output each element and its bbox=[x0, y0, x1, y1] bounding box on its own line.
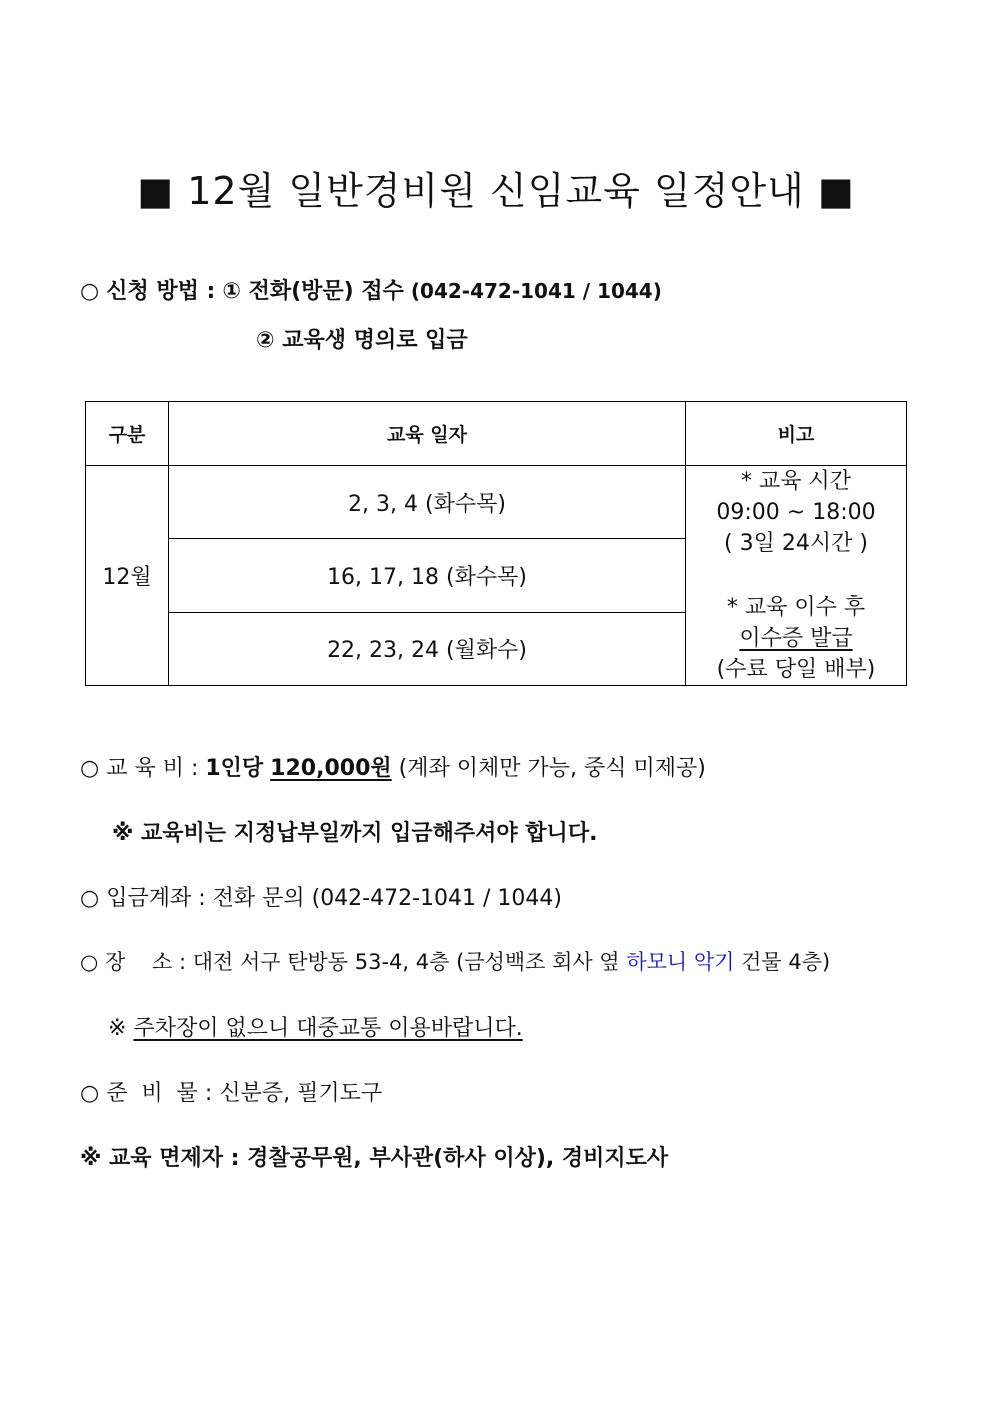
note-line: * 교육 이수 후 bbox=[726, 595, 866, 620]
table-row bbox=[86, 466, 907, 539]
page-title: ■ 12월 일반경비원 신임교육 일정안내 ■ bbox=[137, 169, 855, 213]
apply-bullet: ○ bbox=[80, 279, 100, 304]
prepare-line bbox=[80, 1076, 382, 1107]
apply-label: 신청 방법 : bbox=[106, 279, 216, 304]
account-bullet: ○ bbox=[80, 886, 100, 911]
note-line-certificate: 이수증 발급 bbox=[739, 626, 853, 651]
date-cell-1: 2, 3, 4 (화수목) bbox=[169, 466, 686, 539]
fee-line bbox=[80, 751, 706, 782]
exemption-notice: ※ 교육 면제자 : 경찰공무원, 부사관(하사 이상), 경비지도사 bbox=[80, 1146, 669, 1171]
prepare-label: 준 비 물 : bbox=[106, 1081, 213, 1106]
prepare-bullet: ○ bbox=[80, 1081, 100, 1106]
place-landmark: 하모니 악기 bbox=[626, 950, 735, 974]
parking-text: 주차장이 없으니 대중교통 이용바랍니다. bbox=[133, 1016, 523, 1041]
date-cell-2: 16, 17, 18 (화수목) bbox=[169, 539, 686, 612]
note-line: ( 3일 24시간 ) bbox=[724, 531, 868, 556]
schedule-header-row bbox=[86, 402, 907, 466]
apply-method-1: ① 전화(방문) 접수 bbox=[222, 279, 404, 304]
month-cell: 12월 bbox=[86, 466, 169, 686]
fee-amount: 120,000원 bbox=[270, 756, 392, 781]
apply-method-2: ② 교육생 명의로 입금 bbox=[256, 328, 468, 353]
account-line bbox=[80, 881, 562, 912]
fee-note: (계좌 이체만 가능, 중식 미제공) bbox=[398, 756, 706, 781]
apply-phone: (042-472-1041 / 1044) bbox=[410, 279, 662, 303]
parking-notice bbox=[108, 1011, 523, 1042]
place-bullet: ○ bbox=[80, 950, 99, 974]
parking-mark: ※ bbox=[108, 1016, 127, 1041]
note-line: 09:00 ~ 18:00 bbox=[716, 500, 876, 525]
fee-bullet: ○ bbox=[80, 756, 100, 781]
note-line: (수료 당일 배부) bbox=[716, 657, 876, 682]
place-line bbox=[80, 946, 830, 976]
schedule-table bbox=[85, 401, 907, 686]
header-note: 비고 bbox=[686, 402, 907, 466]
place-label: 장 소 : bbox=[105, 950, 187, 974]
fee-label: 교 육 비 : bbox=[106, 756, 199, 781]
note-cell bbox=[686, 466, 907, 686]
fee-per-person: 1인당 bbox=[205, 756, 264, 781]
apply-method-line-1 bbox=[80, 274, 662, 305]
prepare-items: 신분증, 필기도구 bbox=[219, 1081, 383, 1106]
place-suffix: 건물 4층) bbox=[741, 950, 831, 974]
place-address: 대전 서구 탄방동 53-4, 4층 (금성백조 회사 옆 bbox=[192, 950, 620, 974]
header-category: 구분 bbox=[86, 402, 169, 466]
account-text: 입금계좌 : 전화 문의 (042-472-1041 / 1044) bbox=[106, 886, 563, 911]
fee-notice: ※ 교육비는 지정납부일까지 입금해주셔야 합니다. bbox=[112, 821, 598, 846]
header-date: 교육 일자 bbox=[169, 402, 686, 466]
note-line: * 교육 시간 bbox=[741, 469, 851, 494]
date-cell-3: 22, 23, 24 (월화수) bbox=[169, 612, 686, 685]
